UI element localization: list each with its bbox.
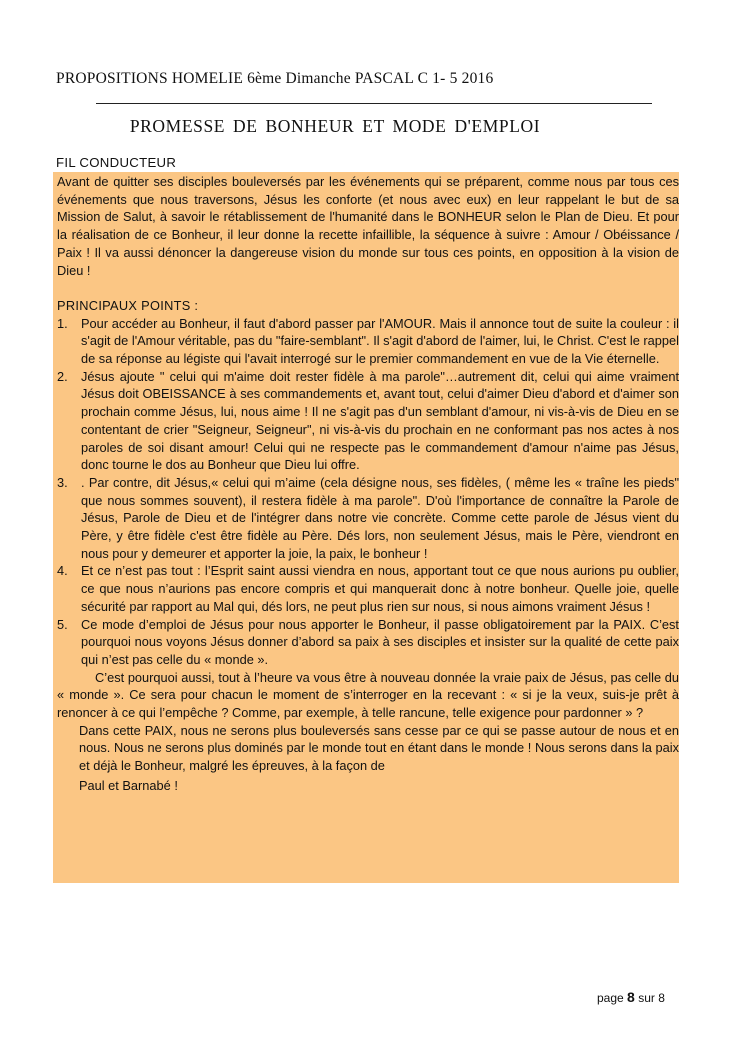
page-title: PROMESSE DE BONHEUR ET MODE D'EMPLOI	[129, 116, 541, 136]
spacer	[57, 279, 679, 297]
fil-conducteur-text: Avant de quitter ses disciples bouleversés par les événements qui se préparent, comme nous par tous ces événements que nous traversons, Jésus les conforte (et nous avec eux) en leur rappelant le but de sa Mission de Salut, à savoir le rétablissement de l'humanité dans le BONHEUR selon le Plan de Dieu. Et pour la réalisation de ce Bonheur, il leur donne la recette infaillible, la séquence à suivre : Amour / Obéissance / Paix ! Il va aussi dénoncer la dangereuse vision du monde sur tous ces points, en opposition à la vision de Dieu !	[57, 174, 679, 278]
principaux-points-heading: PRINCIPAUX POINTS :	[57, 297, 199, 313]
list-item-text: Et ce n’est pas tout : l’Esprit saint aussi viendra en nous, apportant tout ce que nous aurions pu oublier, ce que nous n’aurions pas encore compris et qui manquerait donc à notre bonheur. Quelle joie, quelle sécurité par rapport au Mal qui, dés lors, ne peut plus rien sur nous, si nous aimons vraiment Jésus !	[81, 563, 679, 614]
main-content	[57, 173, 679, 795]
list-number: 4.	[57, 563, 68, 579]
points-list	[57, 315, 679, 669]
list-item	[57, 368, 679, 474]
sur-label: sur	[638, 991, 655, 1005]
list-item	[57, 562, 679, 615]
list-item	[57, 315, 679, 368]
list-item-text: Pour accéder au Bonheur, il faut d'abord passer par l'AMOUR. Mais il annonce tout de suite la couleur : il s'agit de l'Amour véritable, pas du "faire-semblant". Il s'agit d'abord de l'aimer, lui, le Christ. C'est le rappel de sa réponse au légiste qui l'avait interrogé sur le premier commandement en vue de la Vie éternelle.	[81, 315, 679, 367]
paix-paragraph: C’est pourquoi aussi, tout à l’heure va vous être à nouveau donnée la vraie paix de Jésus, pas celle du « monde ». Ce sera pour chacun le moment de s’interroger en la recevant : « si je la veux, suis-je prêt à renoncer à ce qui l’empêche ? Comme, par exemple, à telle rancune, telle exigence pour pardonner » ?	[57, 669, 679, 721]
list-number: 5.	[57, 616, 68, 632]
list-item-text: Jésus ajoute " celui qui m'aime doit rester fidèle à ma parole"…autrement dit, celui qui aime vraiment Jésus doit OBEISSANCE à ses commandements et, avant tout, celui d'aimer Dieu d'abord et d'aimer son prochain comme Jésus, lui, nous aime ! Il ne s'agit pas d'un semblant d'amour, ni vis-à-vis de Dieu en se contentant de crier "Seigneur, Seigneur", ni vis-à-vis du prochain en ne conformant pas nos actes à nos paroles de soi disant amour! Celui qui ne respecte pas le commandement d'amour n'aime pas Jésus, donc tourne le dos au Bonheur que Dieu lui offre.	[81, 368, 679, 473]
list-number: 2.	[57, 368, 68, 384]
list-item-text: Ce mode d’emploi de Jésus pour nous apporter le Bonheur, il passe obligatoirement par la PAIX. C’est pourquoi nous voyons Jésus donner d’abord sa paix à ses disciples et insister sur la qualité de cette paix qui n’est pas celle du « monde ».	[81, 616, 679, 667]
fil-conducteur-heading: FIL CONDUCTEUR	[56, 155, 177, 170]
list-item	[57, 616, 679, 669]
list-number: 3.	[57, 474, 68, 490]
document-header: PROPOSITIONS HOMELIE 6ème Dimanche PASCAL C 1- 5 2016	[56, 70, 494, 87]
list-item-text: . Par contre, dit Jésus,« celui qui m’aime (cela désigne nous, ses fidèles, ( même les « traîne les pieds" que nous sommes souvent), il restera fidèle à ma parole". D'où l'importance de connaître la Parole de Jésus, Parole de Dieu et de l'intégrer dans notre vie concrète. Comme cette parole de Jésus vient du Père, y être fidèle c'est être fidèle au Père. Dés lors, non seulement Jésus, mais le Père, viendront en nous pour y demeurer et apporter la joie, la paix, le bonheur !	[81, 474, 679, 561]
dans-cette-paix-paragraph: Dans cette PAIX, nous ne serons plus bouleversés sans cesse par ce qui se passe autour de nous et en nous. Nous ne serons plus dominés par le monde tout en étant dans le monde ! Nous serons dans la paix et déjà le Bonheur, malgré les épreuves, à la façon de	[79, 722, 679, 774]
list-item	[57, 474, 679, 563]
closing-line: Paul et Barnabé !	[79, 777, 178, 793]
page-footer	[597, 989, 665, 1005]
page-number: 8	[627, 989, 635, 1005]
list-number: 1.	[57, 315, 68, 331]
page-total: 8	[658, 991, 665, 1005]
page-label: page	[597, 991, 624, 1005]
header-rule	[96, 103, 652, 104]
